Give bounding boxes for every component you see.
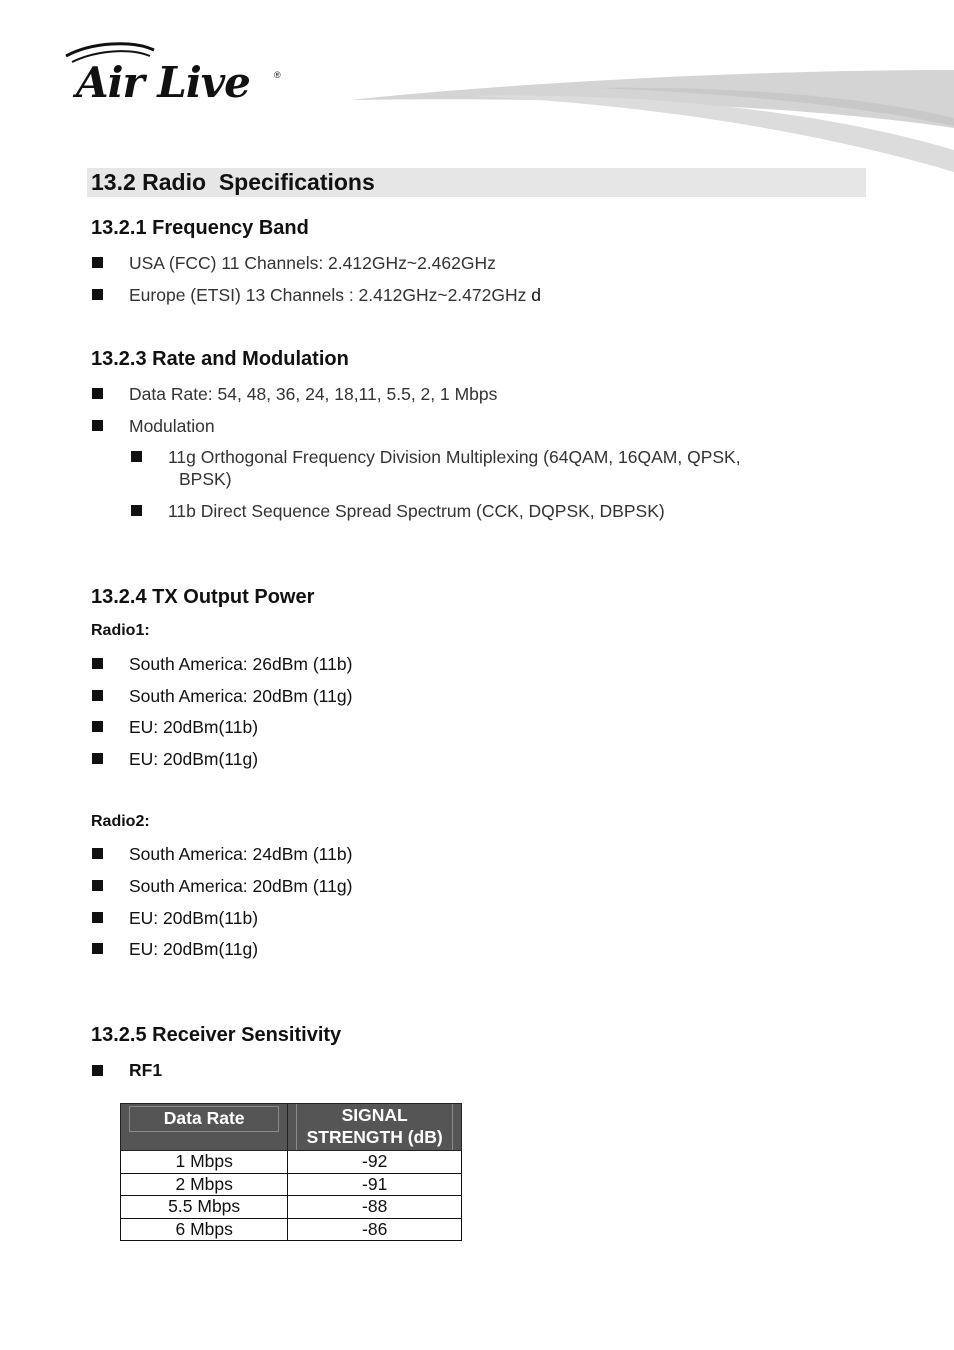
- table-cell: 1 Mbps: [121, 1151, 288, 1174]
- table-header-signal-strength: SIGNAL STRENGTH (dB): [288, 1104, 462, 1151]
- table-cell: -86: [288, 1218, 462, 1241]
- bullet-icon: [92, 690, 103, 701]
- radio1-item: EU: 20dBm(11g): [129, 749, 259, 769]
- table-cell: -91: [288, 1173, 462, 1196]
- radio1-label: Radio1:: [91, 622, 150, 639]
- table-row: [121, 1173, 462, 1196]
- frequency-item-europe: Europe (ETSI) 13 Channels : 2.412GHz~2.472GHz d: [129, 285, 541, 305]
- bullet-icon: [92, 912, 103, 923]
- rate-modulation-title: 13.2.3 Rate and Modulation: [91, 348, 349, 370]
- bullet-icon: [92, 753, 103, 764]
- bullet-icon: [92, 420, 103, 431]
- tx-power-title: 13.2.4 TX Output Power: [91, 586, 315, 608]
- radio2-item: EU: 20dBm(11g): [129, 939, 259, 959]
- radio1-item: EU: 20dBm(11b): [129, 717, 259, 737]
- bullet-icon: [92, 943, 103, 954]
- bullet-icon: [92, 289, 103, 300]
- bullet-icon: [92, 257, 103, 268]
- logo-registered-mark: ®: [274, 70, 281, 80]
- modulation-sub-item-11g-cont: BPSK): [179, 469, 232, 489]
- radio1-item: South America: 26dBm (11b): [129, 654, 353, 674]
- table-row: [121, 1151, 462, 1174]
- bullet-icon: [92, 1065, 103, 1076]
- table-cell: -88: [288, 1196, 462, 1219]
- radio2-item: EU: 20dBm(11b): [129, 908, 259, 928]
- table-header-data-rate: Data Rate: [121, 1104, 288, 1151]
- rf1-label: RF1: [129, 1060, 163, 1080]
- bullet-icon: [131, 505, 142, 516]
- table-row: [121, 1196, 462, 1219]
- airlive-logo: [62, 40, 292, 112]
- modulation-sub-item-11b: 11b Direct Sequence Spread Spectrum (CCK, DQPSK, DBPSK): [168, 501, 665, 521]
- section-title: 13.2 Radio Specifications: [91, 169, 375, 195]
- bullet-icon: [92, 880, 103, 891]
- radio2-item: South America: 20dBm (11g): [129, 876, 353, 896]
- logo-text: Air Live: [76, 58, 250, 107]
- table-cell: 5.5 Mbps: [121, 1196, 288, 1219]
- table-row: [121, 1218, 462, 1241]
- radio1-item: South America: 20dBm (11g): [129, 686, 353, 706]
- modulation-item: Modulation: [129, 416, 215, 436]
- receiver-sensitivity-table: [120, 1103, 462, 1241]
- bullet-icon: [92, 848, 103, 859]
- radio2-label: Radio2:: [91, 813, 150, 830]
- radio2-item: South America: 24dBm (11b): [129, 844, 353, 864]
- bullet-icon: [92, 388, 103, 399]
- bullet-icon: [92, 658, 103, 669]
- bullet-icon: [131, 451, 142, 462]
- stray-char: d: [531, 285, 541, 305]
- table-cell: 2 Mbps: [121, 1173, 288, 1196]
- receiver-sensitivity-title: 13.2.5 Receiver Sensitivity: [91, 1024, 342, 1046]
- data-rate-item: Data Rate: 54, 48, 36, 24, 18,11, 5.5, 2, 1 Mbps: [129, 384, 498, 404]
- modulation-sub-item-11g: 11g Orthogonal Frequency Division Multiplexing (64QAM, 16QAM, QPSK,: [168, 447, 741, 467]
- table-cell: -92: [288, 1151, 462, 1174]
- bullet-icon: [92, 721, 103, 732]
- frequency-band-title: 13.2.1 Frequency Band: [91, 217, 309, 239]
- frequency-item-usa: USA (FCC) 11 Channels: 2.412GHz~2.462GHz: [129, 253, 496, 273]
- table-cell: 6 Mbps: [121, 1218, 288, 1241]
